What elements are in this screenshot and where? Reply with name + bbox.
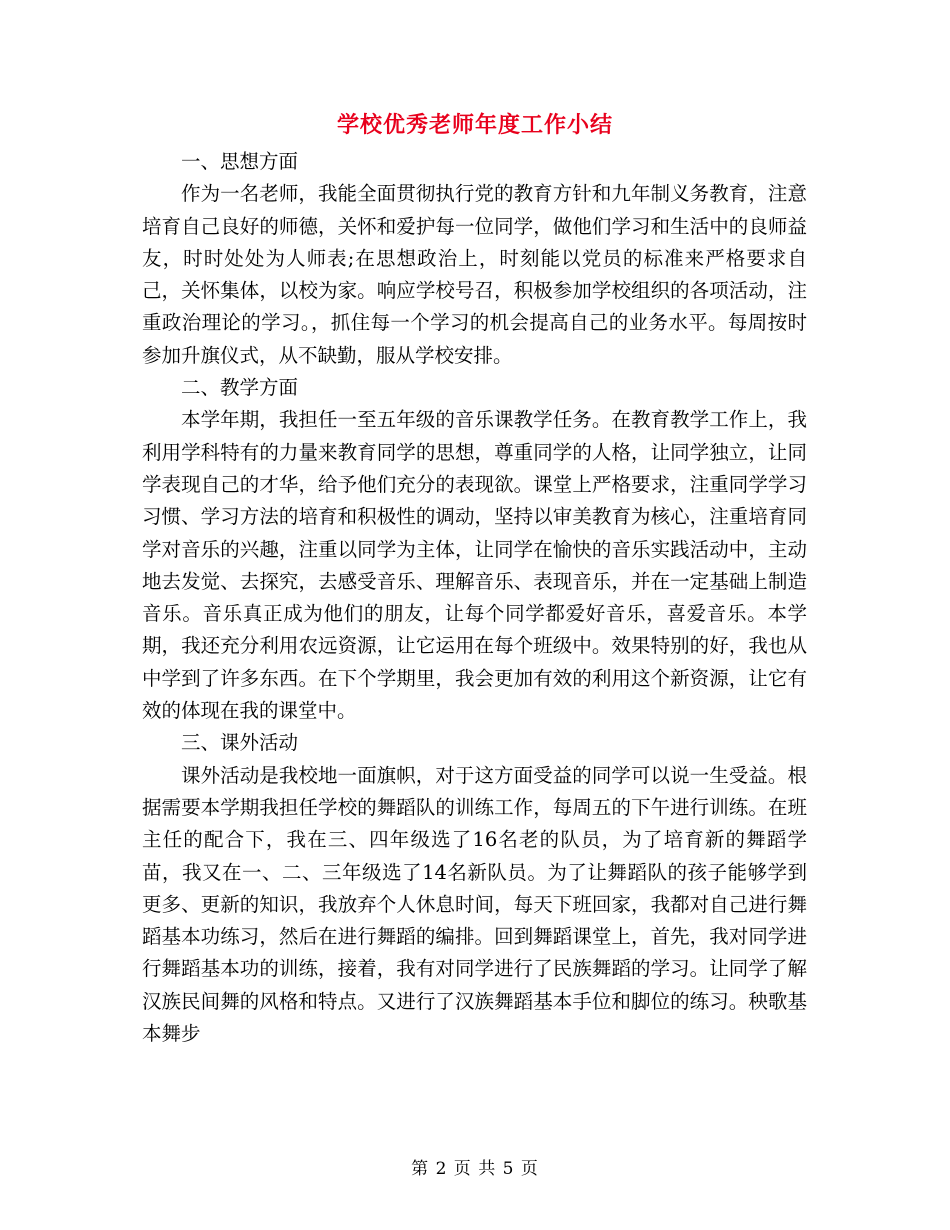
- section-paragraph-activities: 课外活动是我校地一面旗帜，对于这方面受益的同学可以说一生受益。根据需要本学期我担任学校的舞蹈队的训练工作，每周五的下午进行训练。在班主任的配合下，我在三、四年级选了16名老的队员，为了培育新的舞蹈学苗，我又在一、二、三年级选了14名新队员。为了让舞蹈队的孩子能够学到更多、更新的知识，我放弃个人休息时间，每天下班回家，我都对自己进行舞蹈基本功练习，然后在进行舞蹈的编排。回到舞蹈课堂上，首先，我对同学进行舞蹈基本功的训练，接着，我有对同学进行了民族舞蹈的学习。让同学了解汉族民间舞的风格和特点。又进行了汉族舞蹈基本手位和脚位的练习。秧歌基本舞步: [142, 763, 807, 1046]
- section-heading-activities: 三、课外活动: [181, 731, 299, 755]
- section-paragraph-thought: 作为一名老师，我能全面贯彻执行党的教育方针和九年制义务教育，注意培育自己良好的师德，关怀和爱护每一位同学，做他们学习和生活中的良师益友，时时处处为人师表;在思想政治上，时刻能以党员的标准来严格要求自己，关怀集体，以校为家。响应学校号召，积极参加学校组织的各项活动，注重政治理论的学习。，抓住每一个学习的机会提高自己的业务水平。每周按时参加升旗仪式，从不缺勤，服从学校安排。: [142, 182, 807, 367]
- document-body: [142, 146, 807, 1050]
- document-title: 学校优秀老师年度工作小结: [336, 112, 613, 138]
- page-footer: 第 2 页 共 5 页: [411, 1159, 539, 1179]
- section-heading-teaching: 二、教学方面: [181, 376, 299, 400]
- section-paragraph-teaching: 本学年期，我担任一至五年级的音乐课教学任务。在教育教学工作上，我利用学科特有的力量来教育同学的思想，尊重同学的人格，让同学独立，让同学表现自己的才华，给予他们充分的表现欲。课堂上严格要求，注重同学学习习惯、学习方法的培育和积极性的调动，坚持以审美教育为核心，注重培育同学对音乐的兴趣，注重以同学为主体，让同学在愉快的音乐实践活动中，主动地去发觉、去探究，去感受音乐、理解音乐、表现音乐，并在一定基础上制造音乐。音乐真正成为他们的朋友，让每个同学都爱好音乐，喜爱音乐。本学期，我还充分利用农远资源，让它运用在每个班级中。效果特别的好，我也从中学到了许多东西。在下个学期里，我会更加有效的利用这个新资源，让它有效的体现在我的课堂中。: [142, 408, 807, 723]
- section-heading-thought: 一、思想方面: [181, 150, 299, 173]
